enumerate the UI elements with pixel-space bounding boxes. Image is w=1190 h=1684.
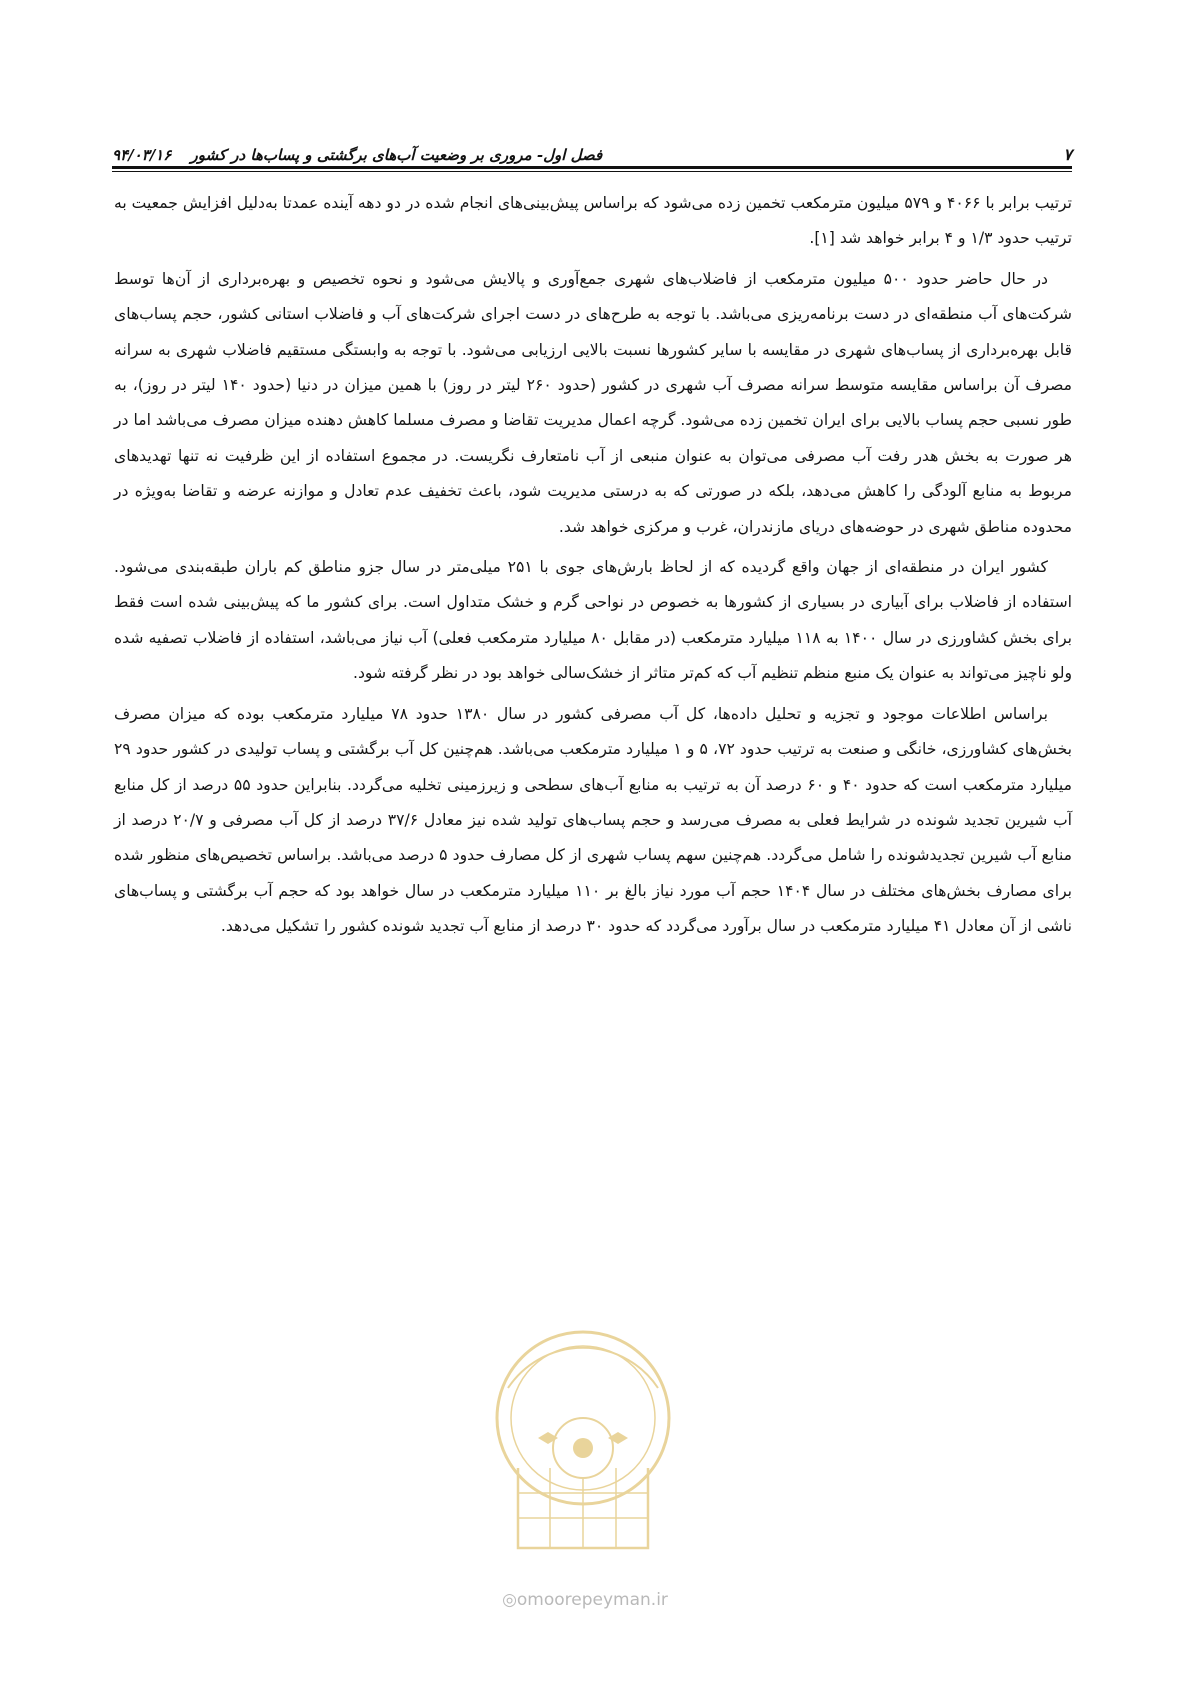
paragraph-1: ترتیب برابر با ۴۰۶۶ و ۵۷۹ میلیون مترمکعب تخمین زده می‌شود که براساس پیش‌بینی‌های انجام شده در دو دهه آینده عمدتا به‌دلیل افزایش جمعیت به ترتیب حدود ۱/۳ و ۴ برابر خواهد شد [۱]. [114, 194, 1072, 248]
watermark-site [470, 1590, 700, 1610]
chapter-title [112, 146, 602, 164]
body-text [114, 186, 1072, 950]
page-number: ۷ [1063, 145, 1072, 164]
watermark-logo [478, 1318, 688, 1568]
paragraph-4: براساس اطلاعات موجود و تجزیه و تحلیل داده‌ها، کل آب مصرفی کشور در سال ۱۳۸۰ حدود ۷۸ میلیارد مترمکعب بوده که میزان مصرف بخش‌های کشاورزی، خانگی و صنعت به ترتیب حدود ۷۲، ۵ و ۱ میلیارد مترمکعب می‌باشد. هم‌چنین کل آب برگشتی و پساب تولیدی در کشور حدود ۲۹ میلیارد مترمکعب است که حدود ۴۰ و ۶۰ درصد آن به ترتیب به منابع آب‌های سطحی و زیرزمینی تخلیه می‌گردد. بنابراین حدود ۵۵ درصد از کل منابع آب شیرین تجدید شونده در شرایط فعلی به مصرف می‌رسد و حجم پساب‌های تولید شده نیز معادل ۳۷/۶ درصد از کل آب مصرفی و ۲۰/۷ درصد از منابع آب شیرین تجدیدشونده را شامل می‌گردد. هم‌چنین سهم پساب شهری از کل مصارف حدود ۵ درصد می‌باشد. براساس تخصیص‌های منظور شده برای مصارف بخش‌های مختلف در سال ۱۴۰۴ حجم آب مورد نیاز بالغ بر ۱۱۰ میلیارد مترمکعب در سال خواهد بود که حجم آب برگشتی و پساب‌های ناشی از آن معادل ۴۱ میلیارد مترمکعب در سال برآورد می‌گردد که حدود ۳۰ درصد از منابع آب تجدید شونده کشور را تشکیل می‌دهد. [114, 704, 1073, 936]
watermark-site-text: omoorepeyman.ir [516, 1590, 668, 1610]
watermark-site-icon: ◎ [502, 1590, 517, 1610]
chapter-title-text: فصل اول- مروری بر وضعیت آب‌های برگشتی و پساب‌ها در کشور [190, 146, 603, 164]
header-rule-thin [112, 171, 1072, 172]
paragraph-3: کشور ایران در منطقه‌ای از جهان واقع گردیده که از لحاظ بارش‌های جوی با ۲۵۱ میلی‌متر در سال جزو مناطق کم باران طبقه‌بندی می‌شود. استفاده از فاضلاب برای آبیاری در بسیاری از کشورها به خصوص در نواحی گرم و خشک متداول است. برای کشور ما که پیش‌بینی شده است فقط برای بخش کشاورزی در سال ۱۴۰۰ به ۱۱۸ میلیارد مترمکعب (در مقابل ۸۰ میلیارد مترمکعب فعلی) آب نیاز می‌باشد، استفاده از فاضلاب تصفیه شده ولو ناچیز می‌تواند به عنوان یک منبع منظم تنظیم آب که کم‌تر متاثر از خشک‌سالی خواهد بود در نظر گرفته شود. [114, 558, 1073, 683]
page-header [112, 130, 1072, 164]
header-rule-thick [112, 166, 1072, 169]
paragraph-2: در حال حاضر حدود ۵۰۰ میلیون مترمکعب از فاضلاب‌های شهری جمع‌آوری و پالایش می‌شود و نحوه تخصیص و بهره‌برداری از آن‌ها توسط شرکت‌های آب منطقه‌ای در دست برنامه‌ریزی می‌باشد. با توجه به طرح‌های در دست اجرای شرکت‌های آب و فاضلاب استانی کشور، حجم پساب‌های قابل بهره‌برداری از پساب‌های شهری در مقایسه با سایر کشورها نسبت بالایی ارزیابی می‌شود. با توجه به وابستگی مستقیم فاضلاب شهری به سرانه مصرف آن براساس مقایسه متوسط سرانه مصرف آب شهری در کشور (حدود ۲۶۰ لیتر در روز) با همین میزان در دنیا (حدود ۱۴۰ لیتر در روز)، به طور نسبی حجم پساب بالایی برای ایران تخمین زده می‌شود. گرچه اعمال مدیریت تقاضا و مصرف مسلما کاهش دهنده میزان مصرف می‌باشد اما در هر صورت به بخش هدر رفت آب مصرفی می‌توان به عنوان منبعی از آب نامتعارف نگریست. در مجموع استفاده از این ظرفیت نه تنها تهدیدهای مربوط به منابع آلودگی را کاهش می‌دهد، بلکه در صورتی که به درستی مدیریت شود، باعث تخفیف عدم تعادل و موازنه عرضه و تقاضا به‌ویژه در محدوده مناطق شهری در حوضه‌های دریای مازندران، غرب و مرکزی خواهد شد. [114, 269, 1073, 536]
header-date: ۹۴/۰۳/۱۶ [112, 146, 172, 164]
